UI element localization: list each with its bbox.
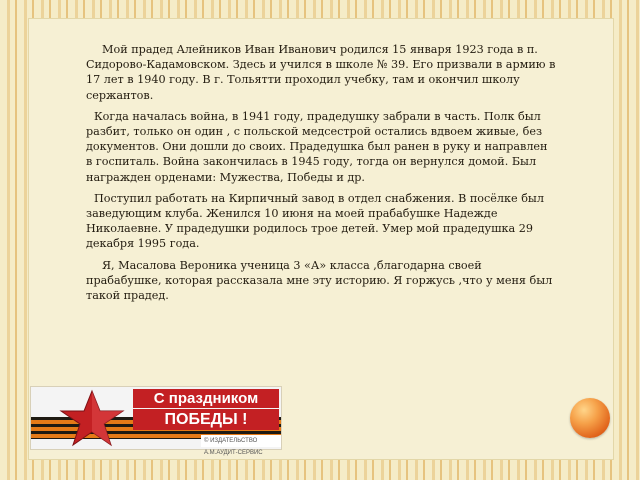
banner-title-line2: ПОБЕДЫ ! — [133, 409, 279, 430]
banner-title-line1: С праздником — [133, 389, 279, 408]
paragraph-after-war: Поступил работать на Кирпичный завод в отдел снабжения. В посёлке был заведующим клуба. Женился 10 июня на моей прабабушке Надежде Николаевне. У прадедушки родилось трое детей. Умер мой прадедушка 29 декабря 1995 года. — [86, 191, 544, 251]
victory-day-banner — [30, 386, 282, 456]
story-text — [86, 42, 556, 309]
publisher-label: © ИЗДАТЕЛЬСТВО А.М.АУДИТ-СЕРВИС — [201, 435, 281, 447]
paragraph-war: Когда началась война, в 1941 году, прадедушку забрали в часть. Полк был разбит, только он один , с польской медсестрой остались вдвоем живые, без документов. Они дошли до своих. Прадедушка был ранен в руку и направлен в госпиталь. Война закончилась в 1945 году, тогда он вернулся домой. Был награжден орденами: Мужества, Победы и др. — [86, 109, 548, 184]
paragraph-author: Я, Масалова Вероника ученица 3 «А» класса ,благодарна своей прабабушке, которая рассказала мне эту историю. Я горжусь ,что у меня был такой прадед. — [86, 258, 553, 303]
decorative-orange-circle — [570, 398, 610, 438]
red-star-icon — [55, 389, 129, 449]
paragraph-birth: Мой прадед Алейников Иван Иванович родился 15 января 1923 года в п. Сидорово-Кадамовском. Здесь и учился в школе № 39. Его призвали в армию в 17 лет в 1940 году. В г. Тольятти проходил учебку, там и окончил школу сержантов. — [86, 43, 556, 102]
